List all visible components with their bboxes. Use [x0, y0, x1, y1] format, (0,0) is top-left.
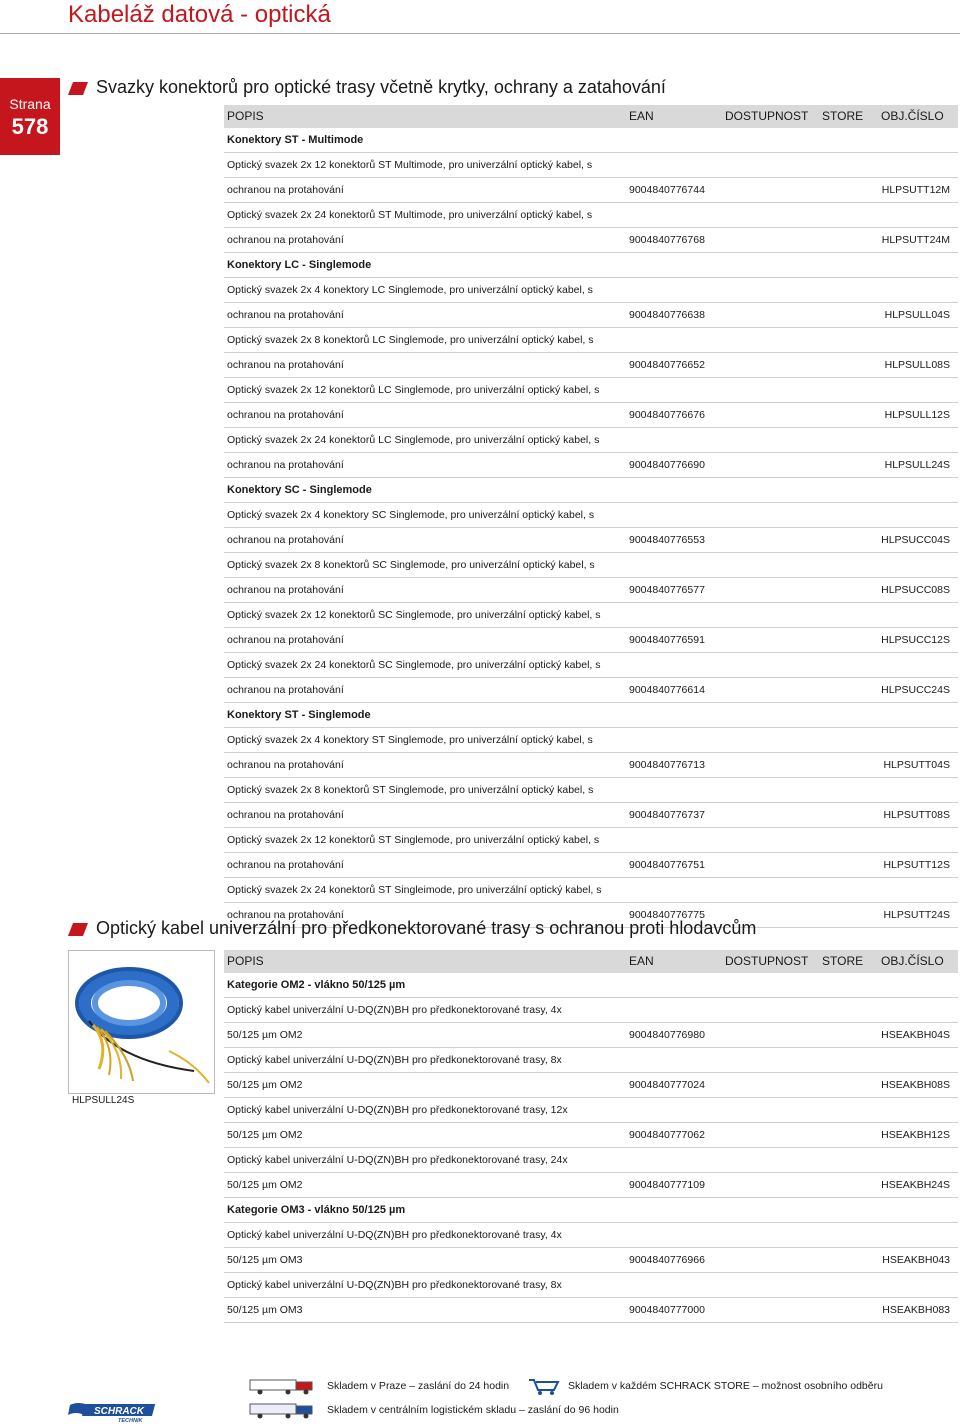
section-title: Svazky konektorů pro optické trasy včetně krytky, ochrany a zatahování	[96, 77, 666, 97]
table-row	[224, 153, 958, 178]
footer-stock-central: Skladem v centrálním logistickém skladu – zaslání do 96 hodin	[327, 1404, 619, 1416]
section-marker-icon	[68, 82, 88, 95]
table-row	[224, 628, 958, 653]
section-heading	[68, 77, 666, 98]
description-cell: ochranou na protahování	[227, 634, 344, 646]
order-number-cell: HLPSULL12S	[884, 409, 950, 421]
table-header	[224, 950, 958, 973]
col-desc-header: POPIS	[227, 109, 264, 123]
footer-stock-prague: Skladem v Praze – zaslání do 24 hodin	[327, 1380, 510, 1392]
table-row	[224, 603, 958, 628]
table-row	[224, 678, 958, 703]
table-row	[224, 653, 958, 678]
page-number: 578	[11, 114, 49, 139]
description-cell: 50/125 µm OM3	[227, 1304, 303, 1316]
order-number-cell: HLPSUTT08S	[883, 809, 950, 821]
order-number-cell: HLPSULL08S	[884, 359, 950, 371]
ean-cell: 9004840776652	[629, 359, 705, 371]
description-cell: Optický svazek 2x 12 konektorů ST Singlemode, pro univerzální optický kabel, s	[227, 834, 600, 846]
description-cell: 50/125 µm OM2	[227, 1129, 303, 1141]
ean-cell: 9004840776980	[629, 1029, 705, 1041]
page-title: Kabeláž datová - optická	[68, 1, 331, 28]
order-number-cell: HSEAKBH043	[882, 1254, 950, 1266]
description-cell: Optický kabel univerzální U-DQ(ZN)BH pro předkonektorované trasy, 24x	[227, 1154, 568, 1166]
table-row	[224, 1148, 958, 1173]
table-row	[224, 353, 958, 378]
description-cell: ochranou na protahování	[227, 759, 344, 771]
ean-cell: 9004840776751	[629, 859, 705, 871]
order-number-cell: HSEAKBH24S	[881, 1179, 950, 1191]
description-cell: Kategorie OM2 - vlákno 50/125 µm	[227, 979, 406, 991]
delivery-truck-icon	[248, 1376, 320, 1396]
col-desc-header: POPIS	[227, 954, 264, 968]
shopping-cart-icon	[526, 1376, 562, 1396]
table-row	[224, 728, 958, 753]
title-divider	[0, 33, 960, 34]
cable-reel-image	[69, 951, 214, 1093]
order-number-cell: HLPSULL04S	[884, 309, 950, 321]
description-cell: Optický svazek 2x 12 konektorů LC Singlemode, pro univerzální optický kabel, s	[227, 384, 600, 396]
table-row	[224, 378, 958, 403]
table-row	[224, 1048, 958, 1073]
table-row	[224, 1073, 958, 1098]
description-cell: Konektory ST - Multimode	[227, 134, 364, 146]
description-cell: Konektory ST - Singlemode	[227, 709, 371, 721]
description-cell: Optický svazek 2x 24 konektorů ST Multimode, pro univerzální optický kabel, s	[227, 209, 593, 221]
table-row	[224, 1223, 958, 1248]
section-title: Optický kabel univerzální pro předkonektorované trasy s ochranou proti hlodavcům	[96, 918, 757, 938]
description-cell: ochranou na protahování	[227, 459, 344, 471]
order-number-cell: HLPSUCC24S	[881, 684, 950, 696]
table-row	[224, 998, 958, 1023]
description-cell: Optický kabel univerzální U-DQ(ZN)BH pro předkonektorované trasy, 12x	[227, 1104, 568, 1116]
ean-cell: 9004840776638	[629, 309, 705, 321]
description-cell: Optický kabel univerzální U-DQ(ZN)BH pro předkonektorované trasy, 4x	[227, 1229, 562, 1241]
ean-cell: 9004840776966	[629, 1254, 705, 1266]
table-row	[224, 503, 958, 528]
product-table	[224, 105, 958, 928]
col-availability-header: DOSTUPNOST	[725, 109, 809, 123]
order-number-cell: HLPSULL24S	[884, 459, 950, 471]
ean-cell: 9004840776744	[629, 184, 705, 196]
description-cell: ochranou na protahování	[227, 309, 344, 321]
ean-cell: 9004840776577	[629, 584, 705, 596]
table-row	[224, 1273, 958, 1298]
ean-cell: 9004840776614	[629, 684, 705, 696]
table-row	[224, 753, 958, 778]
table-row	[224, 1173, 958, 1198]
table-body	[224, 128, 958, 928]
description-cell: ochranou na protahování	[227, 909, 344, 921]
table-body	[224, 973, 958, 1323]
category-row	[224, 703, 958, 728]
table-header	[224, 105, 958, 128]
table-row	[224, 878, 958, 903]
description-cell: ochranou na protahování	[227, 359, 344, 371]
description-cell: Optický svazek 2x 4 konektory SC Singlemode, pro univerzální optický kabel, s	[227, 509, 595, 521]
svg-text:TECHNIK: TECHNIK	[118, 1418, 143, 1423]
description-cell: ochranou na protahování	[227, 584, 344, 596]
ean-cell: 9004840777000	[629, 1304, 705, 1316]
svg-text:SCHRACK: SCHRACK	[94, 1406, 144, 1417]
photo-caption: HLPSULL24S	[72, 1095, 135, 1106]
description-cell: ochranou na protahování	[227, 809, 344, 821]
description-cell: Optický svazek 2x 24 konektorů SC Singlemode, pro univerzální optický kabel, s	[227, 659, 601, 671]
table-row	[224, 1098, 958, 1123]
description-cell: Optický svazek 2x 24 konektorů ST Singleimode, pro univerzální optický kabel, s	[227, 884, 602, 896]
schrack-logo	[68, 1401, 158, 1423]
ean-cell: 9004840777024	[629, 1079, 705, 1091]
ean-cell: 9004840776713	[629, 759, 705, 771]
table-row	[224, 428, 958, 453]
description-cell: ochranou na protahování	[227, 409, 344, 421]
footer-stock-store: Skladem v každém SCHRACK STORE – možnost osobního odběru	[568, 1380, 883, 1392]
description-cell: Optický svazek 2x 12 konektorů ST Multimode, pro univerzální optický kabel, s	[227, 159, 593, 171]
order-number-cell: HSEAKBH04S	[881, 1029, 950, 1041]
description-cell: Optický svazek 2x 12 konektorů SC Singlemode, pro univerzální optický kabel, s	[227, 609, 601, 621]
ean-cell: 9004840776676	[629, 409, 705, 421]
description-cell: Optický svazek 2x 8 konektorů SC Singlemode, pro univerzální optický kabel, s	[227, 559, 595, 571]
table-row	[224, 1248, 958, 1273]
description-cell: Konektory SC - Singlemode	[227, 484, 372, 496]
product-table	[224, 950, 958, 1323]
table-row	[224, 1123, 958, 1148]
table-row	[224, 1298, 958, 1323]
category-row	[224, 478, 958, 503]
description-cell: Konektory LC - Singlemode	[227, 259, 372, 271]
description-cell: ochranou na protahování	[227, 184, 344, 196]
description-cell: Optický kabel univerzální U-DQ(ZN)BH pro předkonektorované trasy, 8x	[227, 1054, 562, 1066]
table-row	[224, 453, 958, 478]
ean-cell: 9004840776591	[629, 634, 705, 646]
description-cell: ochranou na protahování	[227, 234, 344, 246]
description-cell: Optický svazek 2x 24 konektorů LC Singlemode, pro univerzální optický kabel, s	[227, 434, 600, 446]
category-row	[224, 253, 958, 278]
col-order-number-header: OBJ.ČÍSLO	[881, 954, 944, 968]
description-cell: ochranou na protahování	[227, 534, 344, 546]
order-number-cell: HLPSUTT04S	[883, 759, 950, 771]
order-number-cell: HSEAKBH12S	[881, 1129, 950, 1141]
description-cell: Optický svazek 2x 4 konektory LC Singlemode, pro univerzální optický kabel, s	[227, 284, 593, 296]
description-cell: Optický kabel univerzální U-DQ(ZN)BH pro předkonektorované trasy, 4x	[227, 1004, 562, 1016]
category-row	[224, 1198, 958, 1223]
description-cell: Kategorie OM3 - vlákno 50/125 µm	[227, 1204, 406, 1216]
col-store-header: STORE	[822, 109, 864, 123]
delivery-truck-icon	[248, 1400, 320, 1420]
description-cell: Optický svazek 2x 8 konektorů ST Singlemode, pro univerzální optický kabel, s	[227, 784, 594, 796]
order-number-cell: HLPSUTT12M	[881, 184, 950, 196]
table-row	[224, 178, 958, 203]
page-label: Strana	[9, 96, 51, 112]
description-cell: 50/125 µm OM2	[227, 1079, 303, 1091]
table-row	[224, 553, 958, 578]
col-availability-header: DOSTUPNOST	[725, 954, 809, 968]
order-number-cell: HSEAKBH083	[882, 1304, 950, 1316]
table-row	[224, 778, 958, 803]
ean-cell: 9004840777062	[629, 1129, 705, 1141]
order-number-cell: HLPSUCC04S	[881, 534, 950, 546]
section-marker-icon	[68, 923, 88, 936]
ean-cell: 9004840776553	[629, 534, 705, 546]
description-cell: 50/125 µm OM2	[227, 1179, 303, 1191]
table-row	[224, 528, 958, 553]
ean-cell: 9004840776775	[629, 909, 705, 921]
order-number-cell: HLPSUTT12S	[883, 859, 950, 871]
table-row	[224, 803, 958, 828]
ean-cell: 9004840776690	[629, 459, 705, 471]
ean-cell: 9004840777109	[629, 1179, 705, 1191]
description-cell: Optický svazek 2x 4 konektory ST Singlemode, pro univerzální optický kabel, s	[227, 734, 593, 746]
description-cell: Optický kabel univerzální U-DQ(ZN)BH pro předkonektorované trasy, 8x	[227, 1279, 562, 1291]
description-cell: ochranou na protahování	[227, 859, 344, 871]
order-number-cell: HLPSUCC08S	[881, 584, 950, 596]
table-row	[224, 203, 958, 228]
description-cell: 50/125 µm OM3	[227, 1254, 303, 1266]
table-row	[224, 328, 958, 353]
col-ean-header: EAN	[629, 109, 654, 123]
ean-cell: 9004840776737	[629, 809, 705, 821]
table-row	[224, 853, 958, 878]
description-cell: Optický svazek 2x 8 konektorů LC Singlemode, pro univerzální optický kabel, s	[227, 334, 594, 346]
table-row	[224, 403, 958, 428]
col-store-header: STORE	[822, 954, 864, 968]
description-cell: 50/125 µm OM2	[227, 1029, 303, 1041]
category-row	[224, 128, 958, 153]
ean-cell: 9004840776768	[629, 234, 705, 246]
table-row	[224, 303, 958, 328]
page-number-badge	[0, 78, 60, 155]
section-heading	[68, 918, 756, 939]
col-ean-header: EAN	[629, 954, 654, 968]
order-number-cell: HLPSUTT24S	[883, 909, 950, 921]
order-number-cell: HSEAKBH08S	[881, 1079, 950, 1091]
col-order-number-header: OBJ.ČÍSLO	[881, 109, 944, 123]
table-row	[224, 578, 958, 603]
table-row	[224, 228, 958, 253]
description-cell: ochranou na protahování	[227, 684, 344, 696]
category-row	[224, 973, 958, 998]
product-photo	[68, 950, 215, 1094]
order-number-cell: HLPSUTT24M	[881, 234, 950, 246]
order-number-cell: HLPSUCC12S	[881, 634, 950, 646]
table-row	[224, 1023, 958, 1048]
table-row	[224, 278, 958, 303]
table-row	[224, 828, 958, 853]
